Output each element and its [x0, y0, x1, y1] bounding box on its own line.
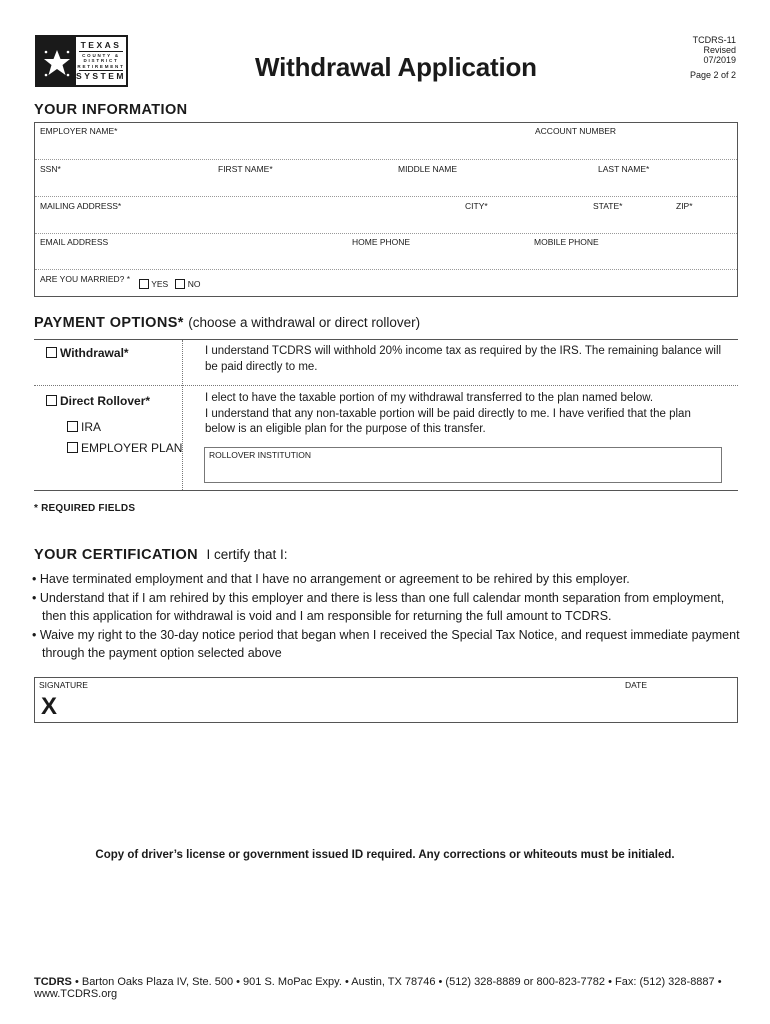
certification-list [32, 570, 742, 663]
logo-line1: TEXAS [80, 40, 122, 51]
withdrawal-checkbox[interactable] [46, 347, 57, 358]
rollover-institution-label: ROLLOVER INSTITUTION [209, 450, 312, 460]
logo-line5: SYSTEM [76, 71, 126, 82]
withdrawal-option[interactable] [46, 346, 129, 360]
revised-label: Revised [703, 45, 736, 55]
payment-options-title: PAYMENT OPTIONS* [34, 315, 184, 331]
zip-label: ZIP* [676, 201, 693, 211]
mailing-address-label: MAILING ADDRESS* [40, 201, 122, 211]
rollover-text [205, 391, 691, 438]
rollover-text-line3: below is an eligible plan for the purpose of this transfer. [205, 423, 486, 435]
city-label: CITY* [465, 201, 488, 211]
tcdrs-logo [35, 35, 128, 87]
certification-title: YOUR CERTIFICATION [34, 547, 199, 563]
married-no-label: NO [187, 279, 201, 289]
your-information-box [34, 122, 738, 297]
ssn-field[interactable] [35, 160, 213, 196]
state-field[interactable] [588, 197, 671, 233]
married-no-checkbox[interactable] [175, 279, 185, 289]
certification-item-2: • Understand that if I am rehired by this employer and there is less than one full calendar month separation from employment, then this application for withdrawal is void and I am responsible for returning the full amount to TCDRS. [32, 591, 725, 623]
id-required-notice: Copy of driver’s license or government issued ID required. Any corrections or whiteouts must be initialed. [95, 849, 675, 861]
employer-name-label: EMPLOYER NAME* [40, 126, 118, 136]
form-id: TCDRS-11 [692, 35, 736, 45]
last-name-label: LAST NAME* [598, 164, 650, 174]
employer-plan-checkbox[interactable] [67, 442, 78, 453]
middle-name-field[interactable] [393, 160, 593, 196]
payment-options-heading [34, 315, 420, 331]
employer-plan-label: EMPLOYER PLAN [81, 441, 183, 455]
last-name-field[interactable] [593, 160, 739, 196]
mobile-phone-field[interactable] [529, 234, 739, 269]
certification-heading [34, 547, 287, 563]
required-fields-note: * REQUIRED FIELDS [34, 503, 136, 514]
date-field[interactable] [620, 678, 739, 722]
logo-line4: RETIREMENT [77, 63, 125, 69]
rollover-text-line1: I elect to have the taxable portion of my withdrawal transferred to the plan named below. [205, 392, 654, 404]
rollover-text-line2: I understand that any non-taxable portion will be paid directly to me. I have verified that the plan [205, 407, 691, 420]
ira-option[interactable] [67, 420, 101, 434]
city-field[interactable] [460, 197, 588, 233]
your-information-heading: YOUR INFORMATION [34, 102, 188, 118]
footer-contact: • Barton Oaks Plaza IV, Ste. 500 • 901 S. MoPac Expy. • Austin, TX 78746 • (512) 328-8889 or 800-823-7782 • Fax: (512) 328-8887 • www.TCDRS.org [34, 976, 722, 1000]
ira-checkbox[interactable] [67, 421, 78, 432]
mobile-phone-label: MOBILE PHONE [534, 237, 599, 247]
signature-field[interactable] [35, 678, 620, 722]
account-number-field[interactable] [530, 123, 739, 159]
document-title: Withdrawal Application [255, 52, 537, 82]
first-name-field[interactable] [213, 160, 393, 196]
certification-item-3: • Waive my right to the 30-day notice period that began when I received the Special Tax Notice, and request immediate payment through the payment option selected above [32, 628, 740, 660]
home-phone-field[interactable] [347, 234, 529, 269]
married-yes-label: YES [151, 279, 169, 289]
zip-field[interactable] [671, 197, 739, 233]
withdrawal-label: Withdrawal* [60, 346, 129, 360]
logo-line2: COUNTY & [82, 52, 120, 58]
footer-org: TCDRS [34, 976, 72, 988]
employer-plan-option[interactable] [67, 441, 182, 455]
direct-rollover-option[interactable] [46, 394, 150, 408]
married-label: ARE YOU MARRIED? * [40, 274, 131, 284]
logo-line3: DISTRICT [83, 58, 119, 64]
certification-intro: I certify that I: [206, 547, 288, 562]
ssn-label: SSN* [40, 164, 61, 174]
signature-mark: X [41, 693, 58, 720]
page-number: Page 2 of 2 [689, 70, 736, 80]
ira-label: IRA [81, 420, 102, 434]
signature-box [34, 677, 738, 723]
first-name-label: FIRST NAME* [218, 164, 273, 174]
email-label: EMAIL ADDRESS [40, 237, 109, 247]
employer-name-field[interactable] [35, 123, 530, 159]
married-yes-checkbox[interactable] [139, 279, 149, 289]
date-label: DATE [625, 680, 648, 690]
star-icon [37, 37, 76, 85]
email-field[interactable] [35, 234, 347, 269]
signature-label: SIGNATURE [39, 680, 88, 690]
married-options [139, 279, 200, 289]
account-number-label: ACCOUNT NUMBER [535, 126, 617, 136]
certification-item-1: • Have terminated employment and that I have no arrangement or agreement to be rehired by this employer. [32, 572, 630, 586]
payment-options-subtitle: (choose a withdrawal or direct rollover) [188, 315, 421, 330]
withdrawal-text-line1: I understand TCDRS will withhold 20% income tax as required by the IRS. The remaining balance will [205, 345, 722, 357]
middle-name-label: MIDDLE NAME [398, 164, 458, 174]
withdrawal-text-line2: be paid directly to me. [205, 360, 318, 373]
direct-rollover-checkbox[interactable] [46, 395, 57, 406]
state-label: STATE* [593, 201, 623, 211]
form-meta [693, 35, 736, 65]
revised-date: 07/2019 [703, 55, 736, 65]
mailing-address-field[interactable] [35, 197, 460, 233]
rollover-institution-field[interactable] [204, 447, 722, 483]
withdrawal-text [205, 344, 721, 375]
footer [34, 976, 770, 1000]
home-phone-label: HOME PHONE [352, 237, 411, 247]
direct-rollover-label: Direct Rollover* [60, 394, 151, 408]
